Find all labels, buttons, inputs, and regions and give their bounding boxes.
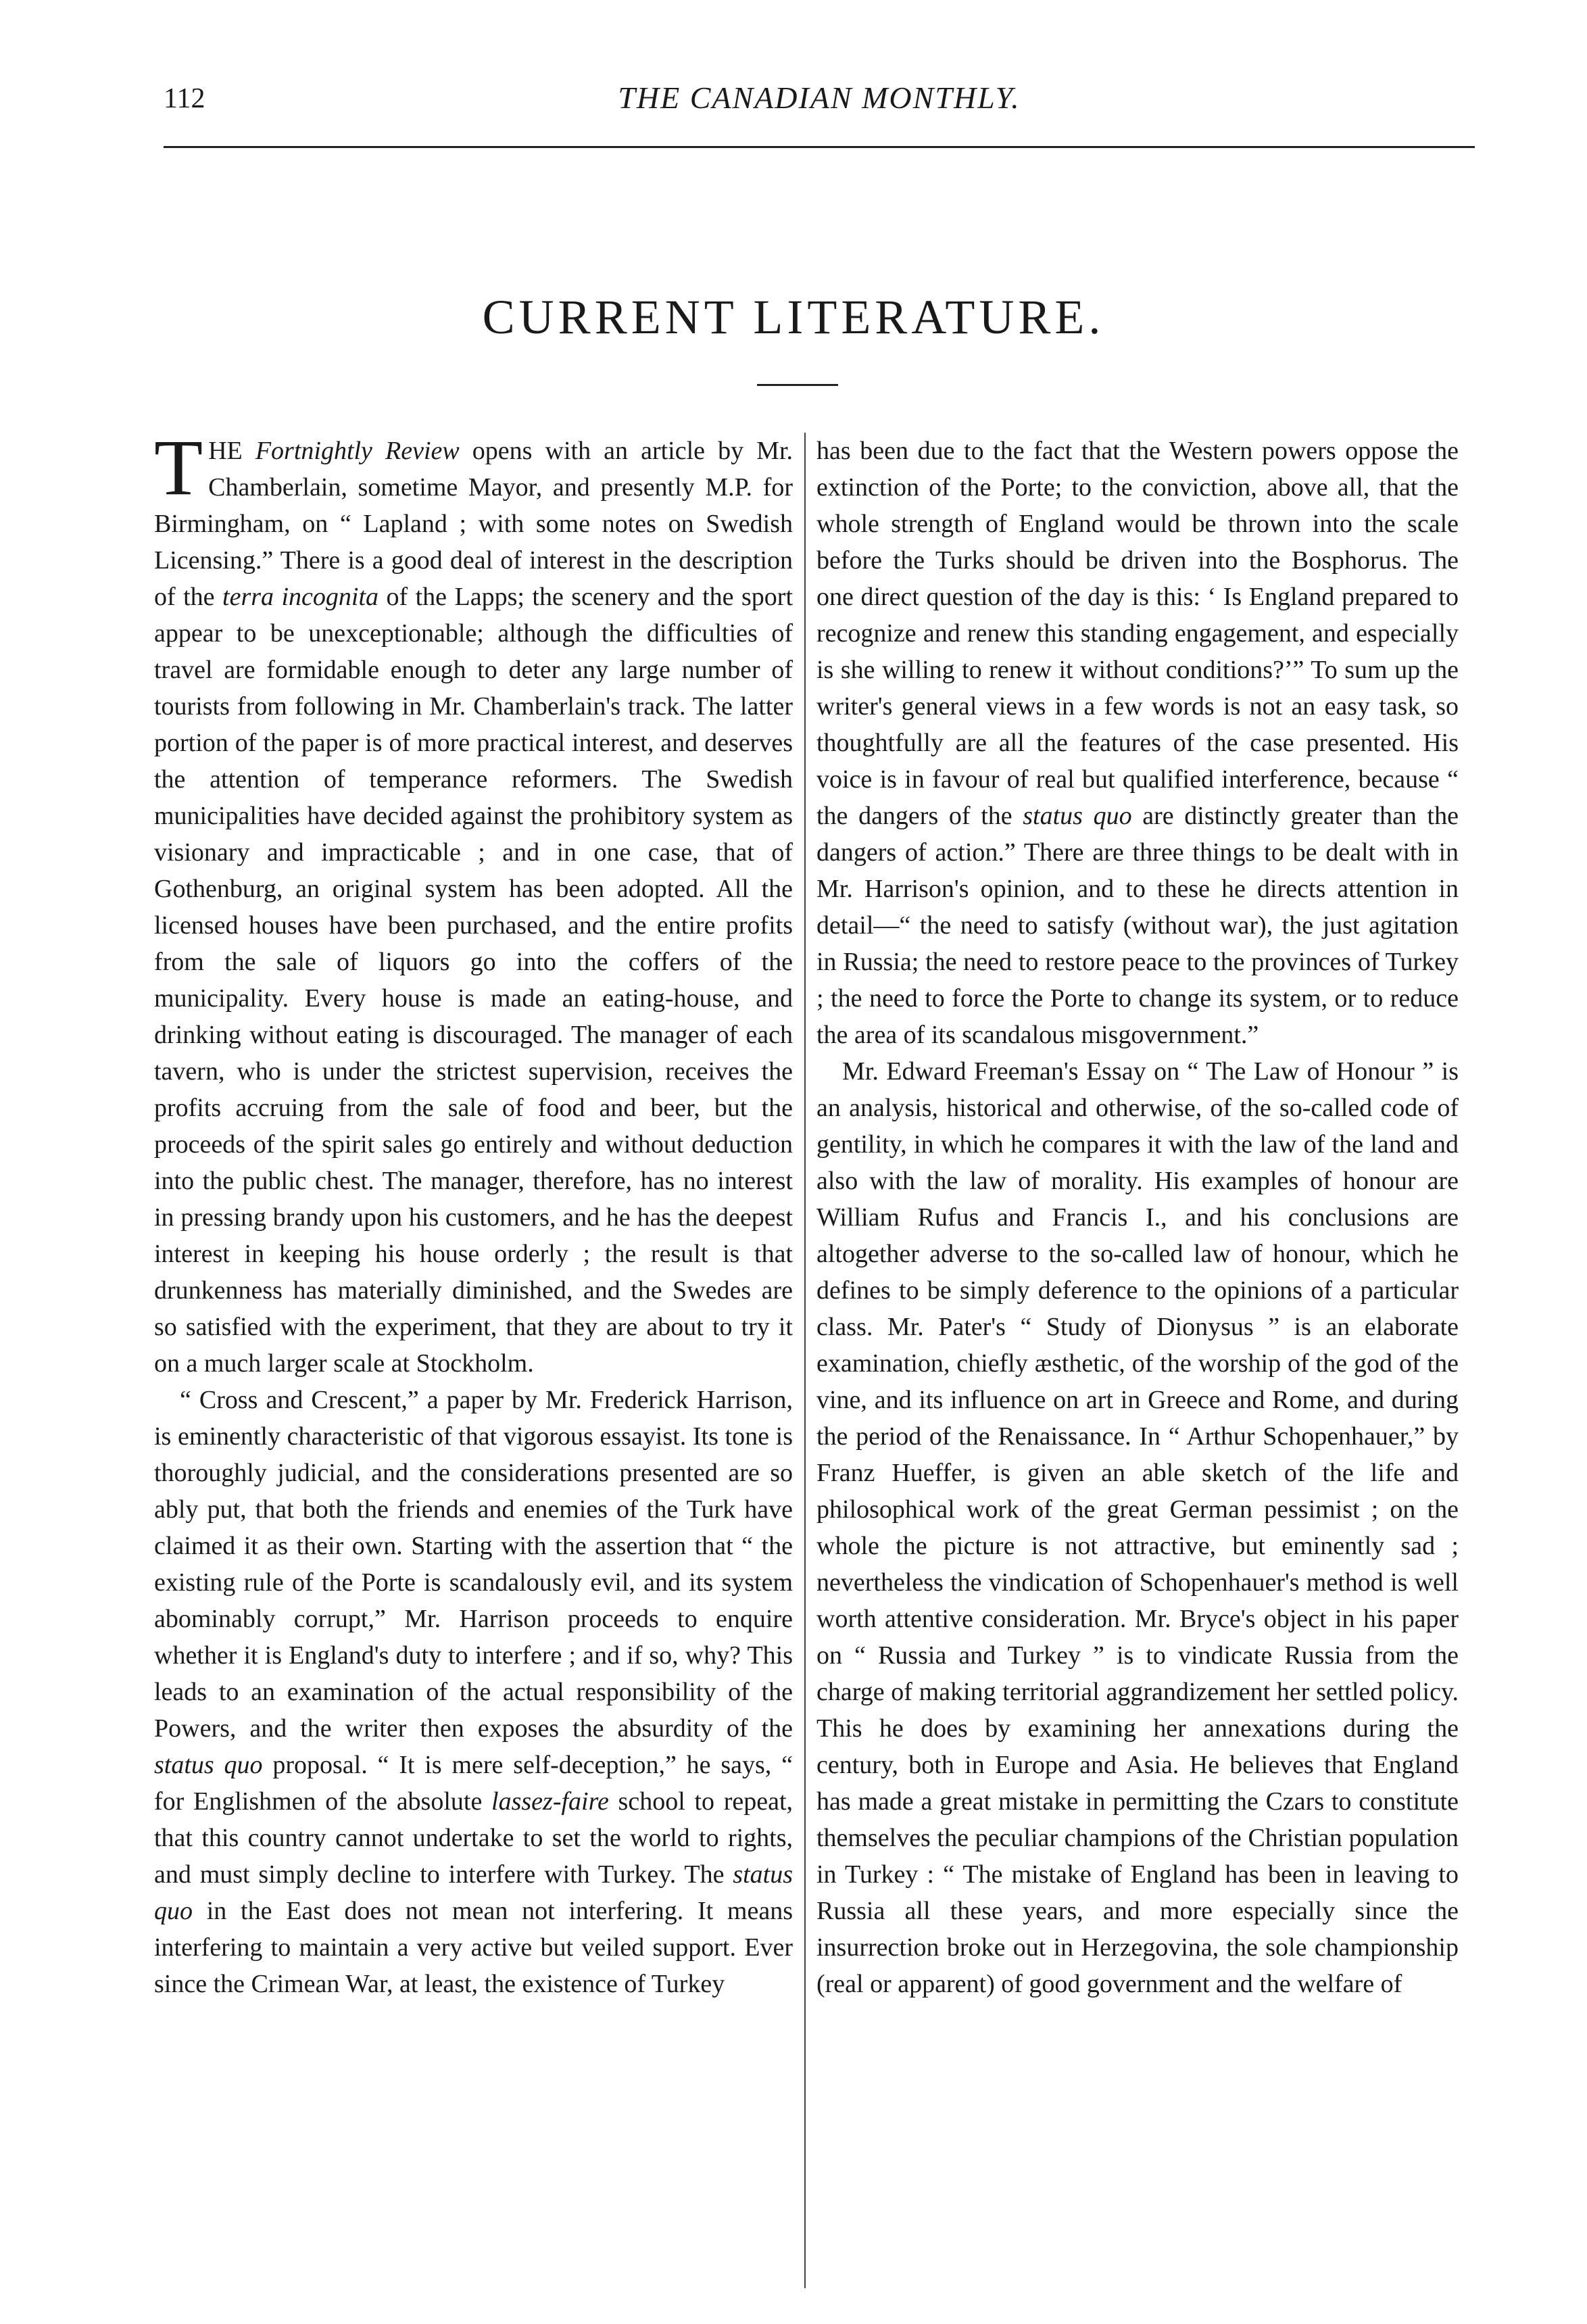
running-title: THE CANADIAN MONTHLY.	[618, 80, 1021, 115]
paragraph-freeman-essay: Mr. Edward Freeman's Essay on “ The Law of Honour ” is an analysis, historical and otherwise, of the so-called code of gentility, in which he compares it with the law of the land and also with the law of morality. His examples of honour are William Rufus and Francis I., and his conclusions are altogether adverse to the so-called law of honour, which he defines to be simply deference to the opinions of a particular class. Mr. Pater's “ Study of Dionysus ” is an elaborate examination, chiefly æsthetic, of the worship of the god of the vine, and its influence on art in Greece and Rome, and during the period of the Renaissance. In “ Arthur Schopenhauer,” by Franz Hueffer, is given an able sketch of the life and philosophical work of the great German pessimist ; on the whole the picture is not attractive, but eminently sad ; nevertheless the vindication of Schopenhauer's method is well worth attentive consideration. Mr. Bryce's object in his paper on “ Russia and Turkey ” is to vindicate Russia from the charge of making territorial aggrandizement her settled policy. This he does by examining her annexations during the century, both in Europe and Asia. He believes that England has made a great mistake in permitting the Czars to constitute themselves the peculiar champions of the Christian population in Turkey : “ The mistake of England has been in leaving to Russia all these years, and more especially since the insurrection broke out in Herzegovina, the sole championship (real or apparent) of good government and the welfare of	[816, 1057, 1459, 1998]
column-divider	[804, 433, 806, 2288]
italic-phrase: status quo	[154, 1860, 793, 1925]
italic-phrase: terra incognita	[222, 583, 379, 611]
italic-phrase: lassez-faire	[491, 1787, 609, 1816]
paragraph-continuation: has been due to the fact that the Western powers oppose the extinction of the Porte; to the conviction, above all, that the whole strength of England would be thrown into the scale before the Turks should be driven into the Bosphorus. The one direct question of the day is this: ‘ Is England prepared to recognize and renew this standing engagement, and especially is she willing to renew it without conditions?’” To sum up the writer's general views in a few words is not an easy task, so thoughtfully are all the features of the case presented. His voice is in favour of real but qualified interference, because “ the dangers of the status quo are distinctly greater than the dangers of action.” There are three things to be dealt with in Mr. Harrison's opinion, and to these he directs attention in detail—“ the need to satisfy (without war), the just agitation in Russia; the need to restore peace to the provinces of Turkey ; the need to force the Porte to change its system, or to reduce the area of its scandalous misgovernment.”	[816, 437, 1459, 1049]
paragraph-fortnightly-review: THE Fortnightly Review opens with an article by Mr. Chamberlain, sometime Mayor, and presently M.P. for Birmingham, on “ Lapland ; with some notes on Swedish Licensing.” There is a good deal of interest in the description of the terra incognita of the Lapps; the scenery and the sport appear to be unexceptionable; although the difficulties of travel are formidable enough to deter any large number of tourists from following in Mr. Chamberlain's track. The latter portion of the paper is of more practical interest, and deserves the attention of temperance reformers. The Swedish municipalities have decided against the prohibitory system as visionary and impracticable ; and in one case, that of Gothenburg, an original system has been adopted. All the licensed houses have been purchased, and the entire profits from the sale of liquors go into the coffers of the municipality. Every house is made an eating-house, and drinking without eating is discouraged. The manager of each tavern, who is under the strictest supervision, receives the profits accruing from the sale of food and beer, but the proceeds of the spirit sales go entirely and without deduction into the public chest. The manager, therefore, has no interest in pressing brandy upon his customers, and he has the deepest interest in keeping his house orderly ; the result is that drunkenness has materially diminished, and the Swedes are so satisfied with the experiment, that they are about to try it on a much larger scale at Stockholm.	[154, 433, 793, 1378]
right-column	[816, 433, 1459, 2288]
italic-title: Fortnightly Review	[255, 437, 460, 465]
section-title: CURRENT LITERATURE.	[482, 290, 1105, 344]
header-rule	[164, 146, 1475, 148]
left-column	[154, 433, 793, 2288]
page-number: 112	[164, 83, 205, 114]
italic-phrase: status quo	[1023, 802, 1132, 830]
paragraph-cross-and-crescent: “ Cross and Crescent,” a paper by Mr. Frederick Harrison, is eminently characteristic of that vigorous essayist. Its tone is thoroughly judicial, and the considerations presented are so ably put, that both the friends and enemies of the Turk have claimed it as their own. Starting with the assertion that “ the existing rule of the Porte is scandalously evil, and its system abominably corrupt,” Mr. Harrison proceeds to enquire whether it is England's duty to interfere ; and if so, why? This leads to an examination of the actual responsibility of the Powers, and the writer then exposes the absurdity of the status quo proposal. “ It is mere self-deception,” he says, “ for Englishmen of the absolute lassez-faire school to repeat, that this country cannot undertake to set the world to rights, and must simply decline to interfere with Turkey. The status quo in the East does not mean not interfering. It means interfering to maintain a very active but veiled support. Ever since the Crimean War, at least, the existence of Turkey	[154, 1386, 793, 1998]
italic-phrase: status quo	[154, 1751, 263, 1779]
page-header	[164, 80, 1475, 127]
title-rule	[757, 384, 838, 386]
